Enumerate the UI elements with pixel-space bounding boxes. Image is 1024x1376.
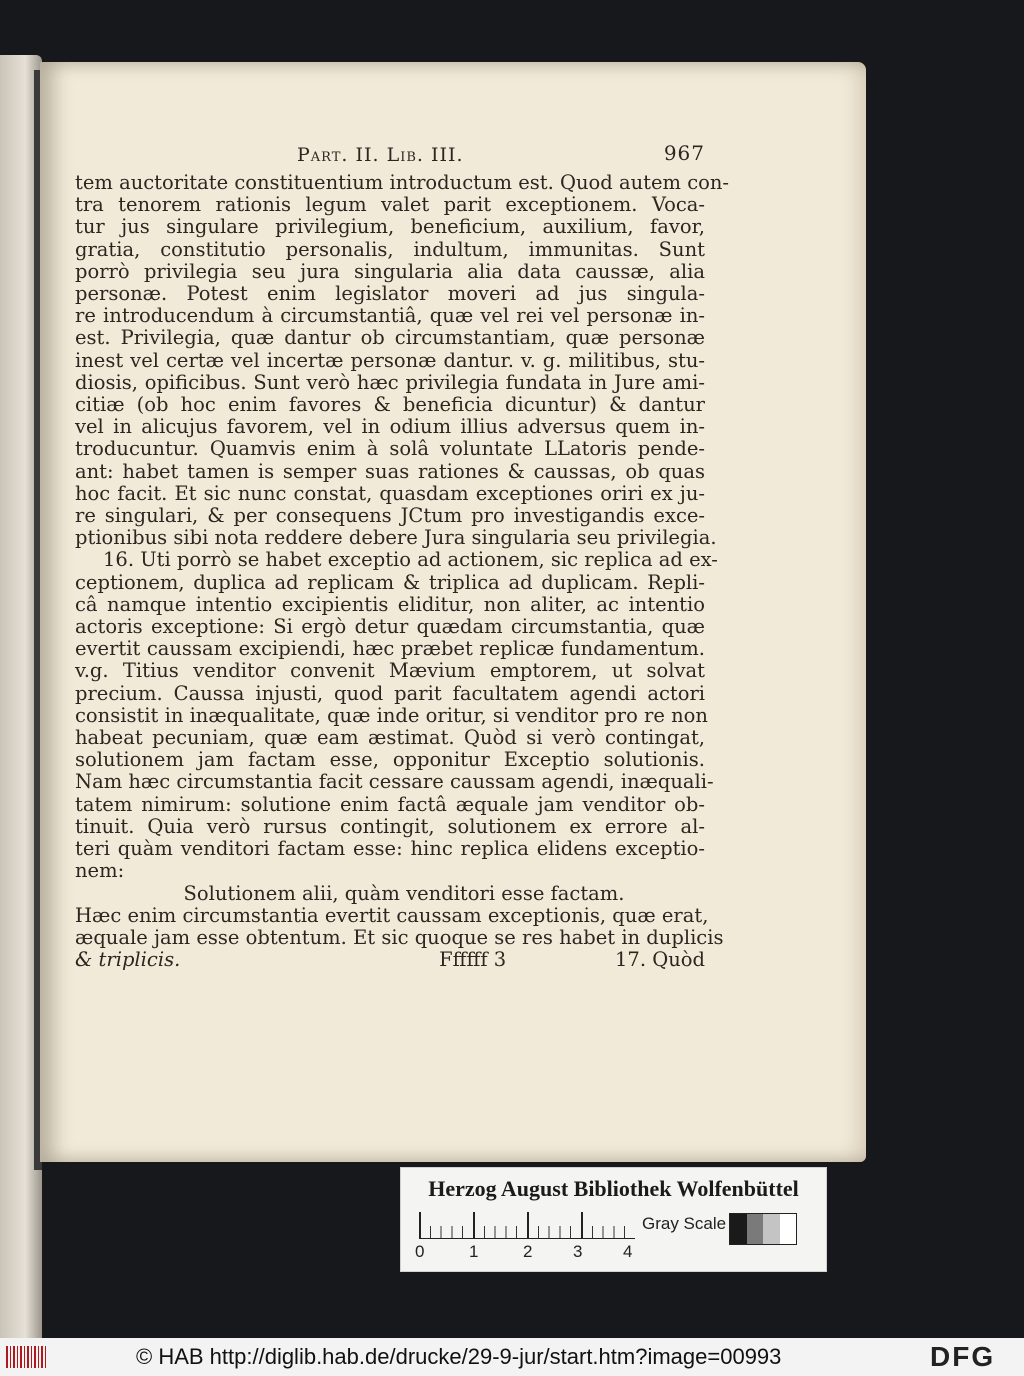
catchword: 17. Quòd [615,948,705,972]
text-line: consistit in inæqualitate, quæ inde oritur, si venditor pro re non [75,703,708,727]
scale-number: 4 [623,1242,633,1261]
text-line: ptionibus sibi nota reddere debere Jura singularia seu privilegia. [75,526,717,550]
text-line: re singulari, & per consequens JCtum pro investigandis exce- [75,504,705,528]
gray-swatch [780,1214,797,1244]
page-text [75,140,730,972]
page-number: 967 [663,141,705,165]
text-line: v.g. Titius venditor convenit Mævium emptorem, ut solvat [75,659,705,683]
text-line: re introducendum à circumstantiâ, quæ vel rei vel personæ in- [75,304,705,328]
text-line: Nam hæc circumstantia facit cessare caussam agendi, inæquali- [75,770,714,794]
text-line: tra tenorem rationis legum valet parit exceptionem. Voca- [75,193,705,217]
text-line: ant: habet tamen is semper suas rationes & caussas, ob quas [75,459,705,483]
text-line: diosis, opificibus. Sunt verò hæc privilegia fundata in Jure ami- [75,370,705,394]
text-line: hoc facit. Et sic nunc constat, quasdam exceptiones oriri ex ju- [75,481,705,505]
text-line: actoris exceptione: Si ergò detur quædam circumstantia, quæ [75,615,705,639]
body-paragraph [75,171,730,550]
scale-number: 1 [469,1242,479,1261]
text-line: porrò privilegia seu jura singularia alia data caussæ, alia [75,259,705,283]
text-line: inest vel certæ vel incertæ personæ dantur. v. g. militibus, stu- [75,348,705,372]
paragraph-16 [75,548,718,883]
text-line: teri quàm venditori factam esse: hinc replica elidens exceptio- [75,837,705,861]
page-footer [75,949,705,971]
running-title: Part. II. Lib. III. [297,144,464,166]
text-line: evertit caussam excipiendi, hæc præbet replicæ fundamentum. [75,637,705,661]
scale-number: 0 [415,1242,425,1261]
text-line: tatem nimirum: solutione enim factâ æquale jam venditor ob- [75,792,705,816]
scale-number: 2 [523,1242,533,1261]
library-name: Herzog August Bibliothek Wolfenbüttel [428,1176,799,1201]
scale-ruler-major-ticks [419,1212,635,1238]
text-line: solutionem jam factam esse, opponitur Exceptio solutionis. [75,748,705,772]
text-line: câ namque intentio excipientis eliditur, non aliter, ac intentio [75,592,705,616]
text-line: personæ. Potest enim legislator moveri ad jus singula- [75,282,705,306]
text-line: est. Privilegia, quæ dantur ob circumstantiam, quæ personæ [75,326,705,350]
text-line: ceptionem, duplica ad replicam & triplica ad duplicam. Repli- [75,570,705,594]
viewer-footer-bar [0,1338,1024,1376]
copyright-link[interactable]: © HAB http://diglib.hab.de/drucke/29-9-jur/start.htm?image=00993 [136,1344,782,1369]
text-line: tur jus singulare privilegium, beneficium, auxilium, favor, [75,215,705,239]
text-line: 16. Uti porrò se habet exceptio ad actionem, sic replica ad ex- [103,548,718,572]
text-line: tem auctoritate constituentium introductum est. Quod autem con- [75,171,730,194]
text-line: Hæc enim circumstantia evertit caussam exceptionis, quæ erat, [75,903,709,927]
dfg-logo: DFG [930,1341,996,1372]
signature-mark: Ffffff 3 [439,948,507,972]
text-line: nem: [75,859,125,883]
gray-swatch [730,1214,747,1244]
gray-swatch [747,1214,764,1244]
text-line: æquale jam esse obtentum. Et sic quoque se res habet in duplicis [75,925,724,949]
text-line: troducuntur. Quamvis enim à solâ voluntate LLatoris pende- [75,437,705,461]
text-line: gratia, constitutio personalis, indultum, immunitas. Sunt [75,237,705,261]
gray-swatch [763,1214,780,1244]
quoted-replica: Solutionem alii, quàm venditori esse factam. [183,881,625,905]
closing-paragraph [75,903,724,949]
text-line: tinuit. Quia verò rursus contingit, solutionem ex errore al- [75,814,705,838]
hab-logo-icon [6,1346,46,1368]
scale-number: 3 [573,1242,583,1261]
library-color-card [400,1167,827,1272]
text-line: precium. Caussa injusti, quod parit facultatem agendi actori [75,681,705,705]
text-line: habeat pecuniam, quæ eam æstimat. Quòd si verò contingat, [75,726,705,750]
running-header [75,140,705,172]
text-line: vel in alicujus favorem, vel in odium illius adversus quem in- [75,415,705,439]
gray-scale-swatches [729,1213,797,1245]
footer-text: & triplicis. [75,948,181,972]
gray-scale-label: Gray Scale [642,1214,727,1233]
text-line: citiæ (ob hoc enim favores & beneficia dicuntur) & dantur [75,393,705,417]
